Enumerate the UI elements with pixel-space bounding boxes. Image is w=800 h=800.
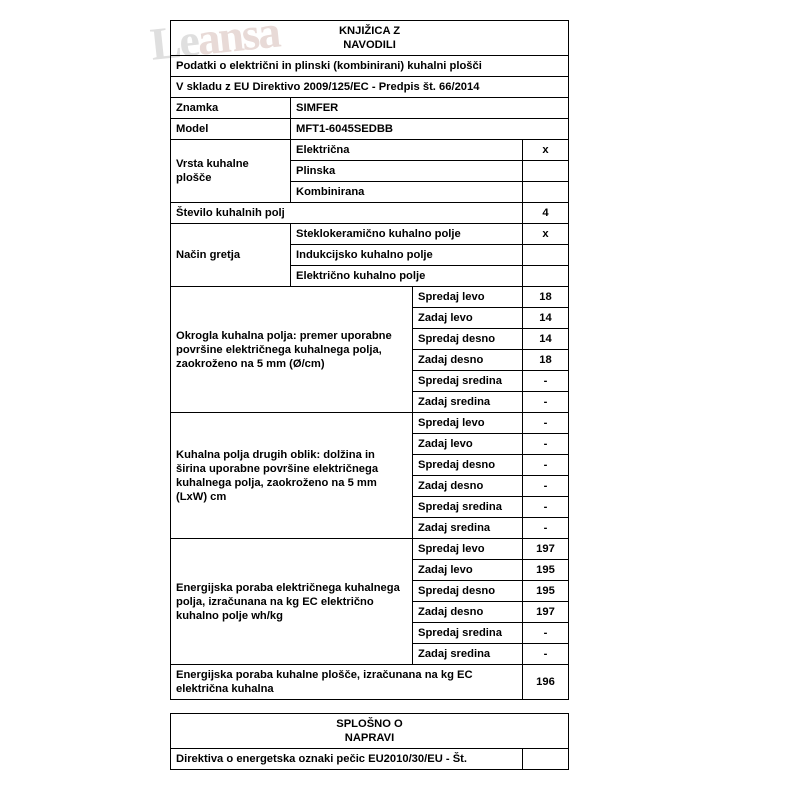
round-zone-item-label: Zadaj levo	[413, 308, 523, 329]
round-zone-item-value: 14	[523, 308, 569, 329]
heating-item-value	[523, 266, 569, 287]
other-zone-item-value: -	[523, 413, 569, 434]
table-row-other-zones-1	[171, 413, 569, 434]
table-row-model	[171, 119, 569, 140]
other-zone-item-value: -	[523, 497, 569, 518]
general-section-title	[171, 714, 569, 749]
total-energy-label: Energijska poraba kuhalne plošče, izračunana na kg EC električna kuhalna	[171, 665, 523, 700]
table-row-heating-1	[171, 224, 569, 245]
energy-item-label: Zadaj sredina	[413, 644, 523, 665]
brand-value: SIMFER	[291, 98, 569, 119]
table-row-subtitle	[171, 56, 569, 77]
energy-label: Energijska poraba električnega kuhalnega polja, izračunana na kg EC električno kuhalno polje wh/kg	[171, 539, 413, 665]
round-zone-item-label: Zadaj sredina	[413, 392, 523, 413]
energy-item-value: 197	[523, 539, 569, 560]
round-zone-item-label: Zadaj desno	[413, 350, 523, 371]
energy-item-label: Spredaj levo	[413, 539, 523, 560]
watermark-text-2: ansa	[194, 5, 282, 65]
energy-label-directive-label: Direktiva o energetska oznaki pečic EU2010/30/EU - Št.	[171, 749, 523, 770]
round-zone-item-value: 14	[523, 329, 569, 350]
energy-item-value: -	[523, 623, 569, 644]
energy-item-label: Zadaj levo	[413, 560, 523, 581]
round-zone-item-value: 18	[523, 287, 569, 308]
round-zone-item-label: Spredaj sredina	[413, 371, 523, 392]
heating-item-label: Indukcijsko kuhalno polje	[291, 245, 523, 266]
table-row-hob-type-1	[171, 140, 569, 161]
general-section-title-line-2: NAPRAVI	[344, 732, 395, 744]
other-zone-item-label: Zadaj sredina	[413, 518, 523, 539]
total-energy-value: 196	[523, 665, 569, 700]
table-row-round-zones-1	[171, 287, 569, 308]
table-row-bottom-title	[171, 714, 569, 749]
table-row-zone-count	[171, 203, 569, 224]
heating-item-label: Električno kuhalno polje	[291, 266, 523, 287]
other-zone-item-value: -	[523, 518, 569, 539]
heating-item-label: Steklokeramično kuhalno polje	[291, 224, 523, 245]
table-row-brand	[171, 98, 569, 119]
hob-type-item-label: Električna	[291, 140, 523, 161]
energy-item-value: 195	[523, 581, 569, 602]
heating-label: Način gretja	[171, 224, 291, 287]
table-row-regulation	[171, 77, 569, 98]
round-zone-item-label: Spredaj levo	[413, 287, 523, 308]
energy-item-value: -	[523, 644, 569, 665]
energy-item-label: Spredaj desno	[413, 581, 523, 602]
energy-item-label: Zadaj desno	[413, 602, 523, 623]
model-value: MFT1-6045SEDBB	[291, 119, 569, 140]
hob-type-item-value: x	[523, 140, 569, 161]
other-zones-label: Kuhalna polja drugih oblik: dolžina in širina uporabne površine električnega kuhalnega polja, zaokroženo na 5 mm (LxW) cm	[171, 413, 413, 539]
hob-type-label: Vrsta kuhalne plošče	[171, 140, 291, 203]
other-zone-item-label: Spredaj sredina	[413, 497, 523, 518]
hob-type-item-value	[523, 161, 569, 182]
other-zone-item-label: Spredaj desno	[413, 455, 523, 476]
hob-type-item-label: Plinska	[291, 161, 523, 182]
document-title	[171, 21, 569, 56]
round-zone-item-value: 18	[523, 350, 569, 371]
hob-type-item-label: Kombinirana	[291, 182, 523, 203]
model-label: Model	[171, 119, 291, 140]
document-title-line-2: NAVODILI	[343, 39, 396, 51]
document-regulation: V skladu z EU Direktivo 2009/125/EC - Predpis št. 66/2014	[171, 77, 569, 98]
zones-count-label: Število kuhalnih polj	[171, 203, 523, 224]
other-zone-item-value: -	[523, 434, 569, 455]
general-device-table	[170, 713, 569, 770]
round-zone-item-value: -	[523, 392, 569, 413]
round-zones-label: Okrogla kuhalna polja: premer uporabne površine električnega kuhalnega polja, zaokroženo na 5 mm (Ø/cm)	[171, 287, 413, 413]
heating-item-value	[523, 245, 569, 266]
other-zone-item-label: Spredaj levo	[413, 413, 523, 434]
table-row-energy-label-directive	[171, 749, 569, 770]
document-title-line-1: KNJIŽICA Z	[338, 25, 401, 37]
energy-item-value: 197	[523, 602, 569, 623]
energy-item-value: 195	[523, 560, 569, 581]
table-row-total-energy	[171, 665, 569, 700]
general-section-title-line-1: SPLOŠNO O	[336, 718, 403, 730]
round-zone-item-value: -	[523, 371, 569, 392]
watermark-text-1: Le	[147, 14, 201, 70]
document-subtitle: Podatki o električni in plinski (kombinirani) kuhalni plošči	[171, 56, 569, 77]
energy-label-directive-value	[523, 749, 569, 770]
other-zone-item-value: -	[523, 476, 569, 497]
brand-label: Znamka	[171, 98, 291, 119]
zones-count-value: 4	[523, 203, 569, 224]
other-zone-item-label: Zadaj desno	[413, 476, 523, 497]
table-row-energy-1	[171, 539, 569, 560]
other-zone-item-label: Zadaj levo	[413, 434, 523, 455]
hob-type-item-value	[523, 182, 569, 203]
energy-item-label: Spredaj sredina	[413, 623, 523, 644]
heating-item-value: x	[523, 224, 569, 245]
other-zone-item-value: -	[523, 455, 569, 476]
round-zone-item-label: Spredaj desno	[413, 329, 523, 350]
table-row-title	[171, 21, 569, 56]
hob-specification-table	[170, 20, 569, 700]
